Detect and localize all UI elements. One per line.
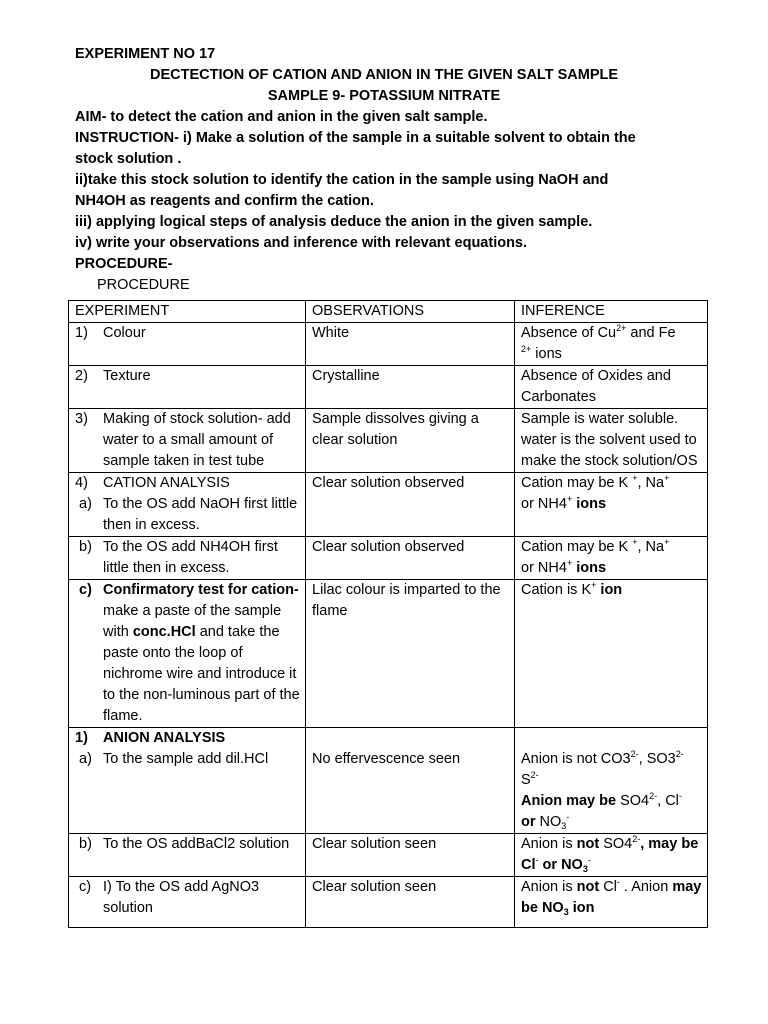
inference-cell: Anion is not $CO3^{2-}$, $SO3^{2-}$ $S^{2-}$ Anion may be $SO4^{2-}$, Cl- or $NO_3^-$ — [515, 728, 708, 834]
inference-cell: Cation may be K +, Na+ or NH4+ ions — [515, 537, 708, 580]
experiment-title: DECTECTION OF CATION AND ANION IN THE GIVEN SALT SAMPLE — [149, 67, 619, 83]
table-row — [69, 728, 708, 834]
inference-cell: Anion is not Cl- . Anion may be $NO_3$ ion — [515, 877, 708, 928]
section-title: CATION ANALYSIS — [103, 475, 230, 491]
instruction-2b: NH4OH as reagents and confirm the cation. — [75, 193, 374, 209]
instruction-3: iii) applying logical steps of analysis deduce the anion in the given sample. — [75, 214, 593, 230]
observation-cell: Clear solution seen — [306, 877, 515, 928]
step-text: Making of stock solution- add water to a small amount of sample taken in test tube — [103, 411, 291, 469]
header-observations: OBSERVATIONS — [306, 301, 515, 323]
step-number: b) — [79, 836, 92, 852]
sample-name: SAMPLE 9- POTASSIUM NITRATE — [267, 88, 501, 104]
instruction-1: INSTRUCTION- i) Make a solution of the sample in a suitable solvent to obtain the — [75, 130, 636, 146]
procedure-table — [68, 300, 708, 928]
observation-cell: Clear solution observed — [306, 473, 515, 537]
experiment-cell — [69, 366, 306, 409]
instruction-2: ii)take this stock solution to identify the cation in the sample using NaOH and — [75, 172, 609, 188]
section-title: ANION ANALYSIS — [103, 730, 226, 746]
observation-cell: Clear solution seen — [306, 834, 515, 877]
step-text: To the OS addBaCl2 solution — [103, 836, 290, 852]
observation-cell: Clear solution observed — [306, 537, 515, 580]
experiment-cell — [69, 323, 306, 366]
step-number: c) — [79, 879, 92, 895]
experiment-number: EXPERIMENT NO 17 — [75, 46, 216, 62]
table-header-row — [69, 301, 708, 323]
step-text: To the OS add NH4OH first little then in excess. — [103, 539, 278, 576]
step-number: a) — [79, 496, 92, 512]
header-experiment: EXPERIMENT — [69, 301, 306, 323]
table-row — [69, 580, 708, 728]
inference-cell: Absence of Oxides and Carbonates — [515, 366, 708, 409]
step-text: I) To the OS add AgNO3 solution — [103, 879, 260, 916]
table-row — [69, 473, 708, 537]
experiment-cell — [69, 473, 306, 537]
step-text: To the OS add NaOH first little then in excess. — [103, 496, 298, 533]
step-number: 1) — [75, 730, 88, 746]
observation-cell: Sample dissolves giving a clear solution — [306, 409, 515, 473]
instruction-4: iv) write your observations and inference with relevant equations. — [75, 235, 528, 251]
observation-cell: Crystalline — [306, 366, 515, 409]
table-row — [69, 537, 708, 580]
inference-cell: Sample is water soluble. water is the solvent used to make the stock solution/OS — [515, 409, 708, 473]
table-row — [69, 834, 708, 877]
experiment-cell — [69, 728, 306, 834]
step-text: To the sample add dil.HCl — [103, 751, 269, 767]
inference-cell: Cation is K+ ion — [515, 580, 708, 728]
table-row — [69, 323, 708, 366]
step-text: Colour — [103, 325, 146, 341]
step-number: b) — [79, 539, 92, 555]
experiment-cell — [69, 834, 306, 877]
procedure-label: PROCEDURE — [97, 277, 190, 293]
step-number: 4) — [75, 475, 88, 491]
observation-cell: Lilac colour is imparted to the flame — [306, 580, 515, 728]
observation-cell: White — [306, 323, 515, 366]
table-row — [69, 366, 708, 409]
experiment-cell — [69, 409, 306, 473]
inference-cell: Cation may be K +, Na+ or NH4+ ions — [515, 473, 708, 537]
aim-text: AIM- to detect the cation and anion in the given salt sample. — [75, 109, 488, 125]
inference-cell: Absence of $Cu^{2+}$ and Fe $^{2+}$ ions — [515, 323, 708, 366]
experiment-cell — [69, 537, 306, 580]
experiment-cell — [69, 580, 306, 728]
observation-cell: No effervescence seen — [306, 728, 515, 834]
step-text: Confirmatory test for cation-make a paste of the sample with conc.HCl and take the paste onto the loop of nichrome wire and introduce it to the non-luminous part of the flame. — [103, 582, 300, 724]
instruction-1b: stock solution . — [75, 151, 182, 167]
procedure-heading: PROCEDURE- — [75, 256, 173, 272]
inference-cell: Anion is not $SO4^{2-}$, may be Cl- or $NO_3^-$ — [515, 834, 708, 877]
step-text: Texture — [103, 368, 151, 384]
step-number: a) — [79, 751, 92, 767]
experiment-cell — [69, 877, 306, 928]
header-inference: INFERENCE — [515, 301, 708, 323]
step-number: 1) — [75, 325, 88, 341]
table-row — [69, 409, 708, 473]
table-row — [69, 877, 708, 928]
step-number: c) — [79, 582, 92, 598]
step-number: 2) — [75, 368, 88, 384]
step-number: 3) — [75, 411, 88, 427]
